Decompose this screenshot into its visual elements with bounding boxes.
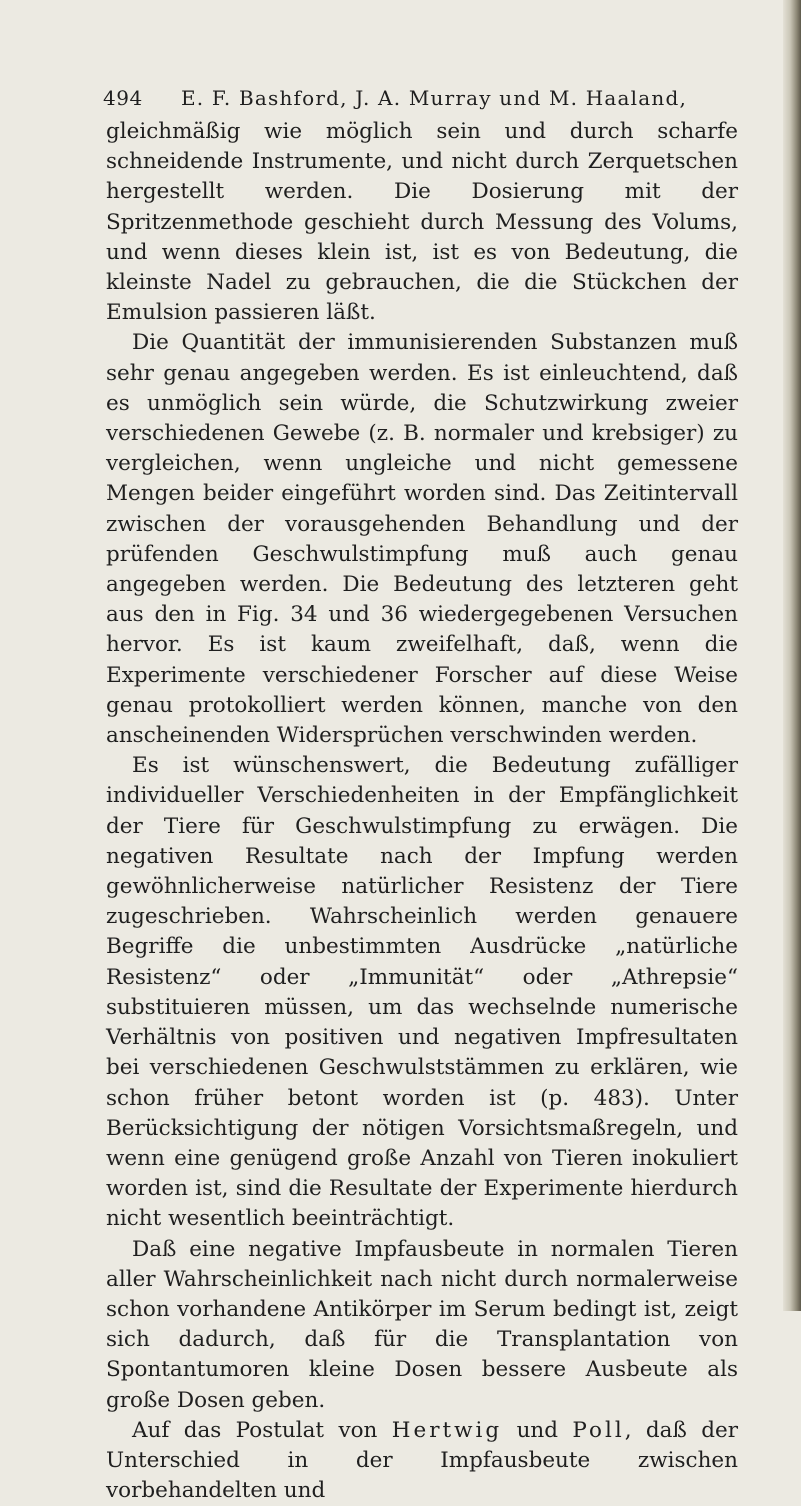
body-text xyxy=(106,117,738,1506)
running-header xyxy=(103,86,743,110)
paragraph-4: Daß eine negative Impfausbeute in normalen Tieren aller Wahrscheinlichkeit nach nicht durch normalerweise schon vorhandene Antikörper im Serum bedingt ist, zeigt sich dadurch, daß für die Transplantation von Spontantumoren kleine Dosen bessere Ausbeute als große Dosen geben. xyxy=(106,1236,738,1413)
author-name-hertwig: Hertwig xyxy=(391,1417,503,1443)
header-authors: E. F. Bashford, J. A. Murray und M. Haaland, xyxy=(181,86,688,110)
paragraph-2: Die Quantität der immunisierenden Substanzen muß sehr genau angegeben werden. Es ist einleuchtend, daß es unmöglich sein würde, die Schutzwirkung zweier verschiedenen Gewebe (z. B. normaler und krebsiger) zu vergleichen, wenn ungleiche und nicht gemessene Mengen beider eingeführt worden sind. Das Zeitintervall zwischen der vorausgehenden Behandlung und der prüfenden Geschwulstimpfung muß auch genau angegeben werden. Die Bedeutung des letzteren geht aus den in Fig. 34 und 36 wiedergegebenen Versuchen hervor. Es ist kaum zweifelhaft, daß, wenn die Experimente verschiedener Forscher auf diese Weise genau protokolliert werden können, manche von den anscheinenden Widersprüchen verschwinden werden. xyxy=(106,330,738,749)
page-number: 494 xyxy=(103,86,143,110)
paragraph-5-after: , daß der Unterschied in der Impfausbeute zwischen vorbehandelten und xyxy=(106,1417,738,1504)
paragraph-1: gleichmäßig wie möglich sein und durch scharfe schneidende Instrumente, und nicht durch Zerquetschen hergestellt werden. Die Dosierung mit der Spritzenmethode geschieht durch Messung des Volums, und wenn dieses klein ist, ist es von Bedeutung, die kleinste Nadel zu gebrauchen, die die Stückchen der Emulsion passieren läßt. xyxy=(106,119,738,326)
paragraph-5-middle: und xyxy=(516,1417,559,1443)
paragraph-3: Es ist wünschenswert, die Bedeutung zufälliger individueller Verschiedenheiten in der Empfänglichkeit der Tiere für Geschwulstimpfung zu erwägen. Die negativen Resultate nach der Impfung werden gewöhnlicherweise natürlicher Resistenz der Tiere zugeschrieben. Wahrscheinlich werden genauere Begriffe die unbestimmten Ausdrücke „natürliche Resistenz“ oder „Immunität“ oder „Athrepsie“ substituieren müssen, um das wechselnde numerische Verhältnis von positiven und negativen Impfresultaten bei verschiedenen Geschwulststämmen zu erklären, wie schon früher betont worden ist (p. 483). Unter Berücksichtigung der nötigen Vorsichtsmaßregeln, und wenn eine genügend große Anzahl von Tieren inokuliert worden ist, sind die Resultate der Experimente hierdurch nicht wesentlich beeinträchtigt. xyxy=(106,753,738,1232)
paragraph-5-before: Auf das Postulat von xyxy=(132,1417,378,1443)
page-edge-shadow xyxy=(783,0,801,1311)
author-name-poll: Poll xyxy=(572,1417,625,1443)
paragraph-5 xyxy=(106,1416,738,1506)
